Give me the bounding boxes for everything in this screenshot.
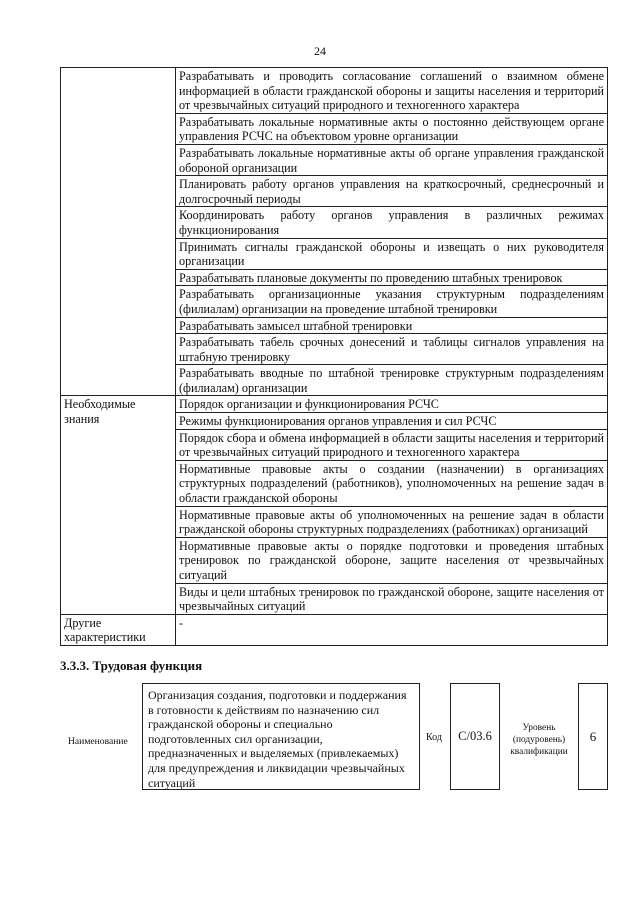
- skill-item: Разрабатывать плановые документы по проведению штабных тренировок: [176, 269, 608, 286]
- knowledge-label: Необходимые знания: [61, 396, 176, 614]
- other-characteristics-label: Другие характеристики: [61, 614, 176, 645]
- skill-item: Принимать сигналы гражданской обороны и извещать о них руководителя организации: [176, 238, 608, 269]
- knowledge-item: Нормативные правовые акты о порядке подготовки и проведения штабных тренировок по гражданской обороне, защите населения от чрезвычайных ситуаций: [176, 537, 608, 583]
- knowledge-item: Порядок организации и функционирования РСЧС: [176, 396, 608, 413]
- skills-label-cell: [61, 68, 176, 396]
- skill-item: Координировать работу органов управления в различных режимах функционирования: [176, 207, 608, 238]
- other-characteristics-value: -: [176, 614, 608, 645]
- name-label: Наименование: [68, 736, 128, 747]
- qualification-level-box: 6: [578, 683, 608, 790]
- page-number: 24: [314, 44, 326, 58]
- skill-item: Разрабатывать локальные нормативные акты об органе управления гражданской обороной организации: [176, 144, 608, 175]
- table-row: [61, 68, 608, 114]
- table-row: [61, 614, 608, 645]
- code-label: Код: [426, 732, 442, 743]
- skill-item: Разрабатывать организационные указания структурным подразделениям (филиалам) организации на проведение штабной тренировки: [176, 286, 608, 317]
- competency-table: [60, 67, 608, 646]
- knowledge-item: Режимы функционирования органов управления и сил РСЧС: [176, 413, 608, 430]
- table-row: [61, 396, 608, 413]
- knowledge-item: Нормативные правовые акты об уполномоченных на решение задач в области гражданской обороны структурных подразделениях (работниках) организаций: [176, 506, 608, 537]
- section-heading: 3.3.3. Трудовая функция: [60, 658, 203, 673]
- skill-item: Разрабатывать и проводить согласование соглашений о взаимном обмене информацией в области гражданской обороны и защиты населения и территорий от чрезвычайных ситуаций природного и техногенного характера: [176, 68, 608, 114]
- skill-item: Разрабатывать замысел штабной тренировки: [176, 317, 608, 334]
- skill-item: Разрабатывать табель срочных донесений и таблицы сигналов управления на штабную тренировку: [176, 334, 608, 365]
- skill-item: Разрабатывать вводные по штабной тренировке структурным подразделениям (филиалам) организации: [176, 365, 608, 396]
- function-name-box: Организация создания, подготовки и поддержания в готовности к действиям по назначению сил гражданской обороны и специально подготовленных сил организации, предназначенных и выделяемых (привлекаемых) для предупреждения и ликвидации чрезвычайных ситуаций: [142, 683, 420, 790]
- qualification-level-label: Уровень (подуровень) квалификации: [510, 723, 568, 757]
- knowledge-item: Нормативные правовые акты о создании (назначении) в организациях структурных подразделений (работников), уполномоченных на решение задач в области гражданской обороны: [176, 460, 608, 506]
- knowledge-item: Виды и цели штабных тренировок по гражданской обороне, защите населения от чрезвычайных ситуаций: [176, 583, 608, 614]
- skill-item: Разрабатывать локальные нормативные акты о постоянно действующем органе управления РСЧС на объектовом уровне организации: [176, 113, 608, 144]
- skill-item: Планировать работу органов управления на краткосрочный, среднесрочный и долгосрочный периоды: [176, 176, 608, 207]
- code-value-box: С/03.6: [450, 683, 500, 790]
- knowledge-item: Порядок сбора и обмена информацией в области защиты населения и территорий от чрезвычайных ситуаций природного и техногенного характера: [176, 429, 608, 460]
